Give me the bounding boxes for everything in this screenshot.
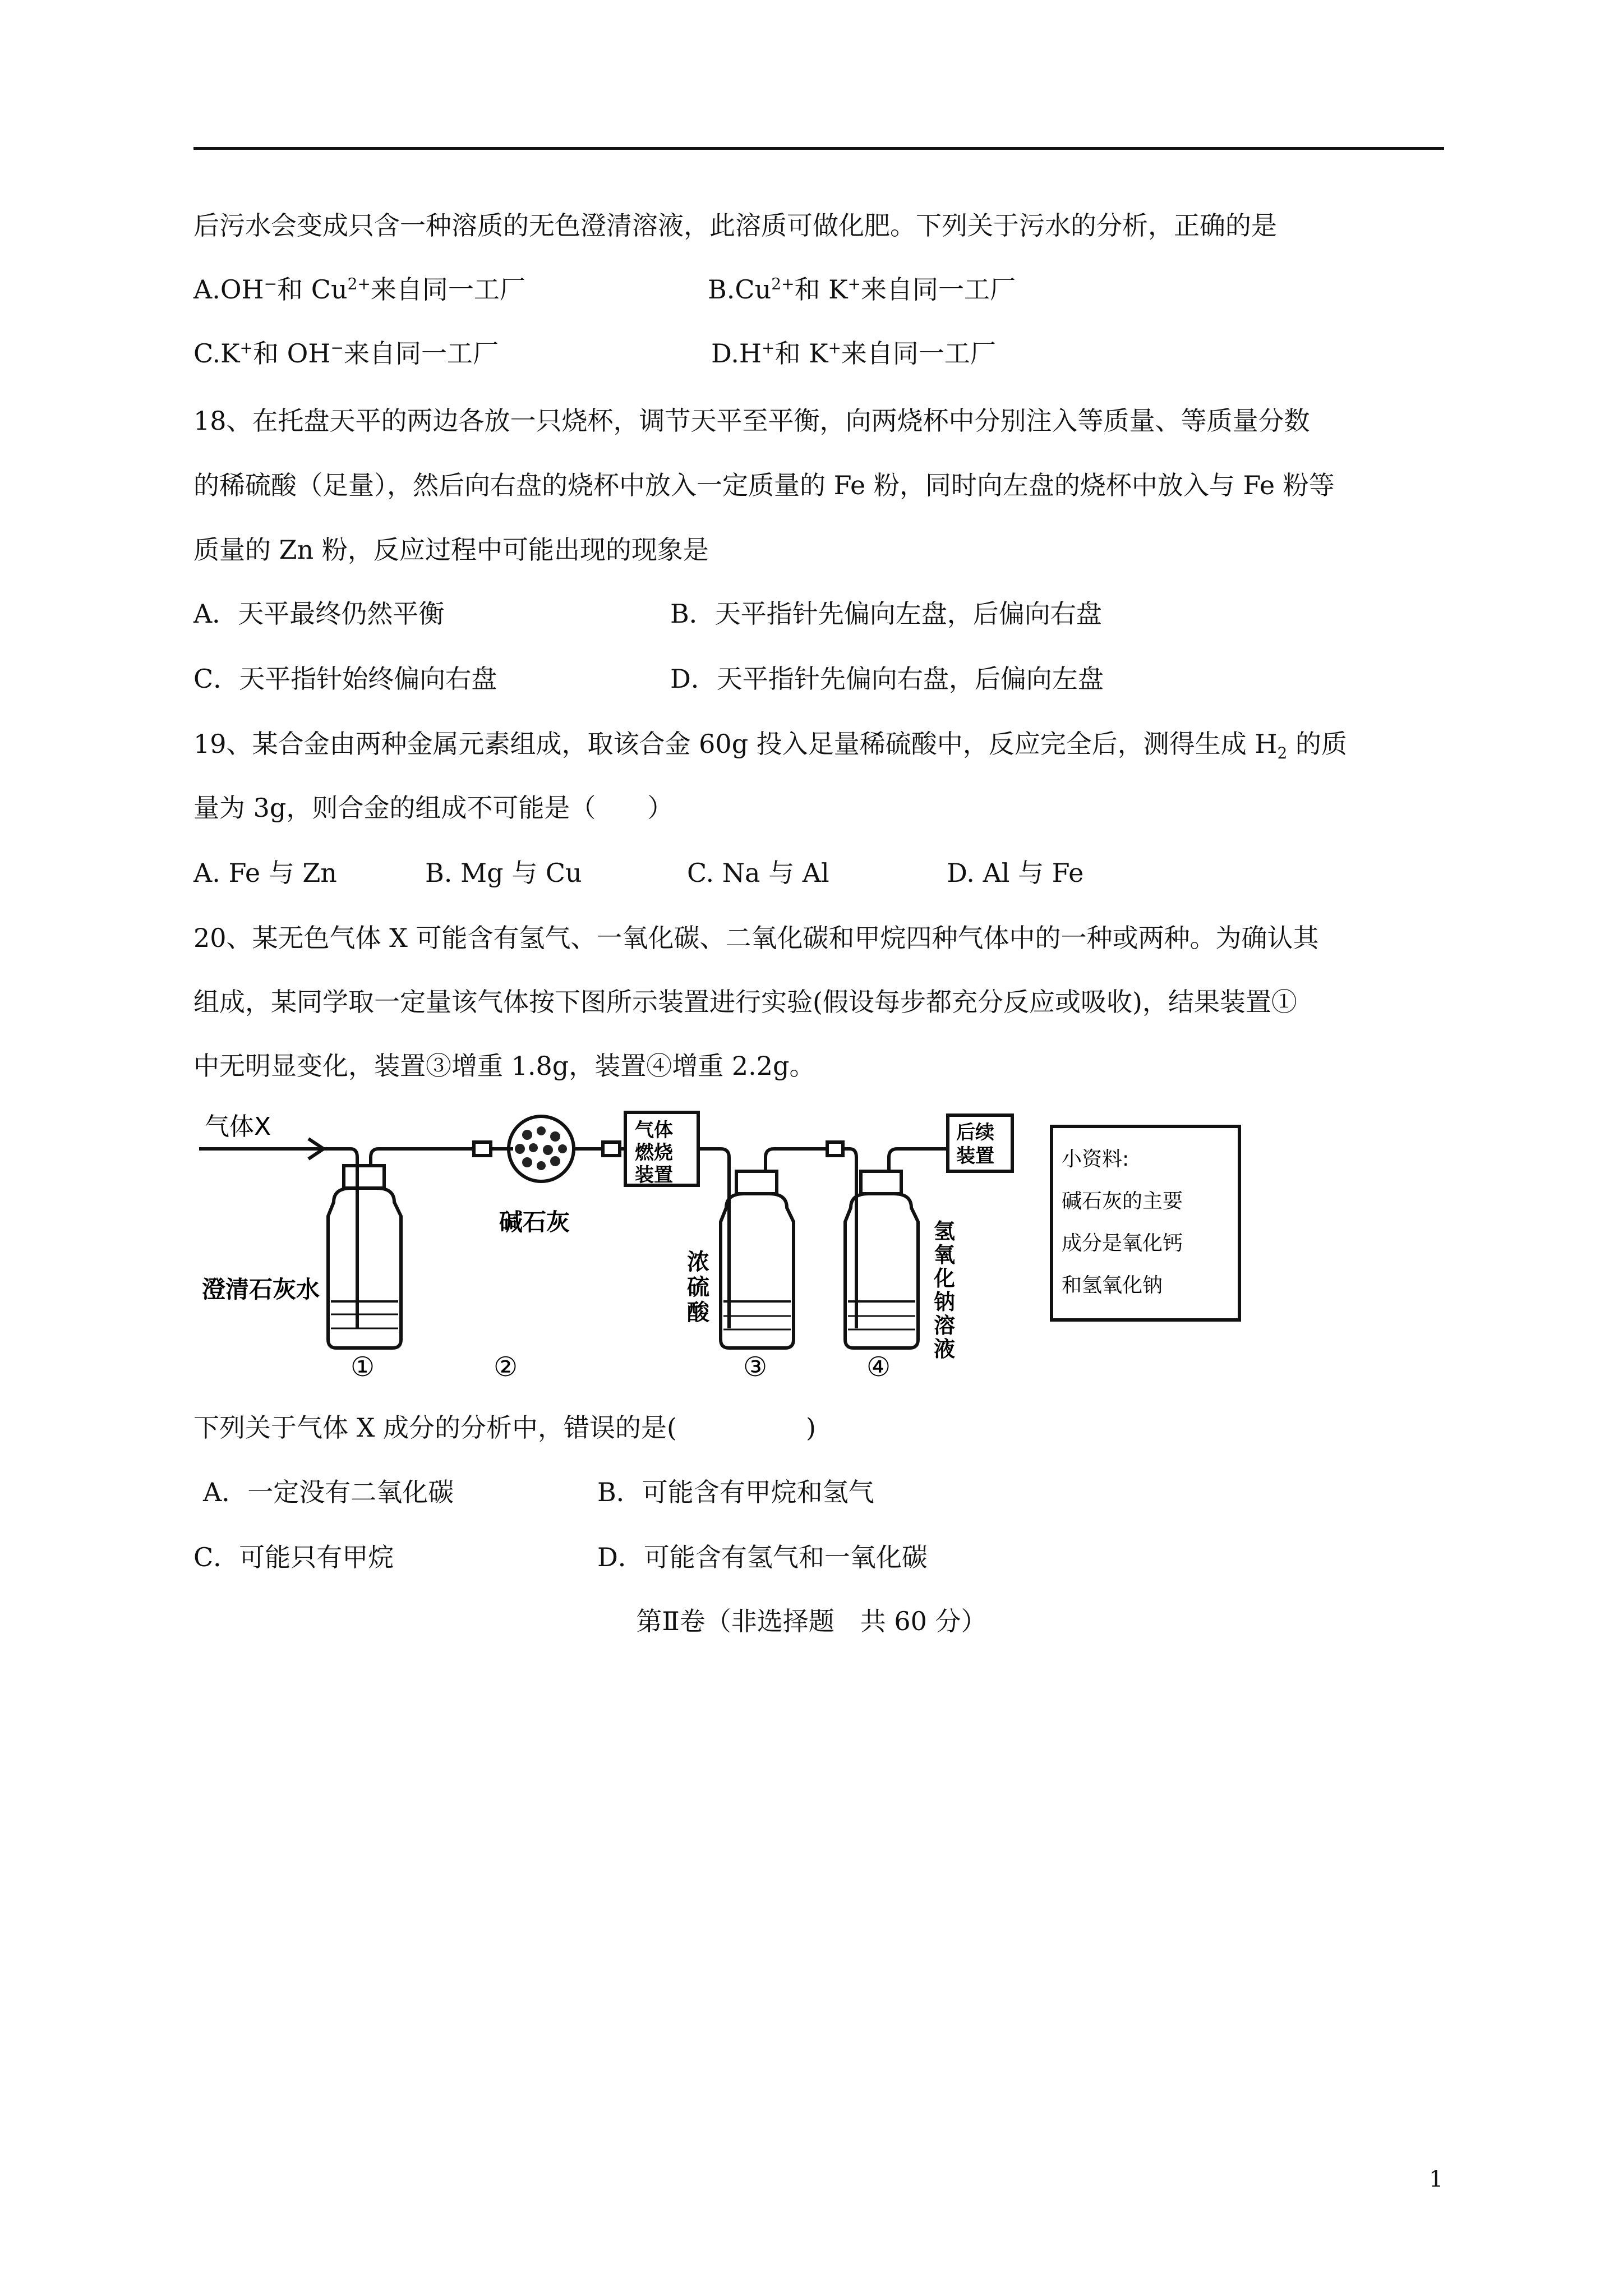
bottle3-cap — [736, 1171, 777, 1194]
followup-label-2: 装置 — [956, 1145, 994, 1167]
naoh-label-4: 钠 — [934, 1290, 956, 1314]
q18-stem-line3: 质量的 Zn 粉，反应过程中可能出现的现象是 — [193, 535, 709, 565]
q17-option-c: C.K+和 OH−来自同一工厂 — [193, 338, 499, 369]
q20-option-b: B．可能含有甲烷和氢气 — [597, 1477, 874, 1507]
limewater-label: 澄清石灰水 — [202, 1276, 320, 1303]
naoh-label-5: 溶 — [934, 1313, 956, 1338]
section-title: 第Ⅱ卷（非选择题 共 60 分） — [636, 1606, 987, 1636]
q20-question: 下列关于气体 X 成分的分析中，错误的是( ) — [193, 1412, 816, 1443]
q17-option-b: $B.Cu^{2+}$和 K+来自同一工厂 — [708, 274, 1016, 305]
followup-label-1: 后续 — [956, 1121, 994, 1144]
bottle4-outlet-tube — [889, 1149, 948, 1171]
q18-option-c: C．天平指针始终偏向右盘 — [193, 664, 497, 694]
bottle4-cap — [861, 1171, 901, 1194]
bottle3-body — [721, 1194, 794, 1348]
burner-label-1: 气体 — [635, 1119, 673, 1142]
device-number-3: ③ — [743, 1351, 768, 1383]
q20-option-d: D．可能含有氢气和一氧化碳 — [597, 1542, 928, 1572]
q19-stem-line1: 19、某合金由两种金属元素组成，取该合金 60g 投入足量稀硫酸中，反应完全后，测得生成 $H_2$ 的质 — [193, 729, 1347, 763]
burner-label-2: 燃烧 — [635, 1142, 673, 1164]
device-number-4: ④ — [866, 1351, 891, 1383]
q19-option-c: C. Na 与 Al — [687, 858, 829, 888]
note-line-3: 和氢氧化钠 — [1062, 1274, 1163, 1297]
apparatus-diagram — [193, 1104, 1253, 1384]
acid-label-3: 酸 — [687, 1300, 709, 1326]
q19-option-a: A. Fe 与 Zn — [193, 858, 337, 888]
soda-lime-label: 碱石灰 — [499, 1208, 570, 1236]
q20-stem-line1: 20、某无色气体 X 可能含有氢气、一氧化碳、二氧化碳和甲烷四种气体中的一种或两种。为确认其 — [193, 923, 1319, 953]
naoh-label-6: 液 — [934, 1337, 956, 1361]
q20-stem-line3: 中无明显变化，装置③增重 1.8g，装置④增重 2.2g。 — [193, 1051, 815, 1081]
q19-option-b: B. Mg 与 Cu — [425, 858, 582, 888]
acid-label-1: 浓 — [687, 1249, 709, 1275]
bottle1-cap — [344, 1166, 384, 1188]
q20-option-a: A．一定没有二氧化碳 — [203, 1477, 454, 1507]
note-title: 小资料: — [1062, 1148, 1129, 1171]
q20-stem-line2: 组成，某同学取一定量该气体按下图所示装置进行实验(假设每步都充分反应或吸收)，结果装置① — [193, 987, 1297, 1017]
acid-label-2: 硫 — [687, 1274, 709, 1300]
device-number-1: ① — [351, 1351, 375, 1383]
q18-option-d: D．天平指针先偏向右盘，后偏向左盘 — [670, 664, 1104, 694]
q18-option-b: B．天平指针先偏向左盘，后偏向右盘 — [670, 599, 1102, 629]
bottle1-outlet-tube — [371, 1149, 474, 1166]
q17-option-d: D.H+和 K+来自同一工厂 — [711, 338, 996, 369]
q18-stem-line1: 18、在托盘天平的两边各放一只烧杯，调节天平至平衡，向两烧杯中分别注入等质量、等质量分数 — [193, 406, 1310, 436]
device-number-2: ② — [494, 1351, 518, 1383]
soda-lime-granules — [515, 1126, 567, 1170]
q18-option-a: A．天平最终仍然平衡 — [193, 599, 445, 629]
q19-option-d: D. Al 与 Fe — [947, 858, 1084, 888]
naoh-label-3: 化 — [934, 1266, 956, 1291]
q20-option-c: C．可能只有甲烷 — [193, 1542, 394, 1572]
header-rule — [193, 147, 1444, 150]
q17-option-a: A.OH−和 $Cu^{2+}$来自同一工厂 — [193, 274, 525, 305]
bottle1-body — [328, 1188, 401, 1348]
q18-stem-line2: 的稀硫酸（足量），然后向右盘的烧杯中放入一定质量的 Fe 粉，同时向左盘的烧杯中放入与 Fe 粉等 — [193, 470, 1335, 500]
note-line-2: 成分是氧化钙 — [1062, 1232, 1183, 1255]
gas-x-label: 气体X — [205, 1112, 271, 1141]
naoh-label-1: 氢 — [934, 1219, 956, 1244]
page-number: 1 — [1429, 2166, 1444, 2192]
q19-stem-line2: 量为 3g，则合金的组成不可能是（ ） — [193, 793, 674, 823]
bottle3-outlet-tube — [766, 1149, 827, 1171]
naoh-label-2: 氧 — [934, 1243, 956, 1267]
burner-label-3: 装置 — [635, 1164, 673, 1186]
note-line-1: 碱石灰的主要 — [1062, 1190, 1183, 1213]
intro-text: 后污水会变成只含一种溶质的无色澄清溶液，此溶质可做化肥。下列关于污水的分析，正确的是 — [193, 210, 1277, 241]
